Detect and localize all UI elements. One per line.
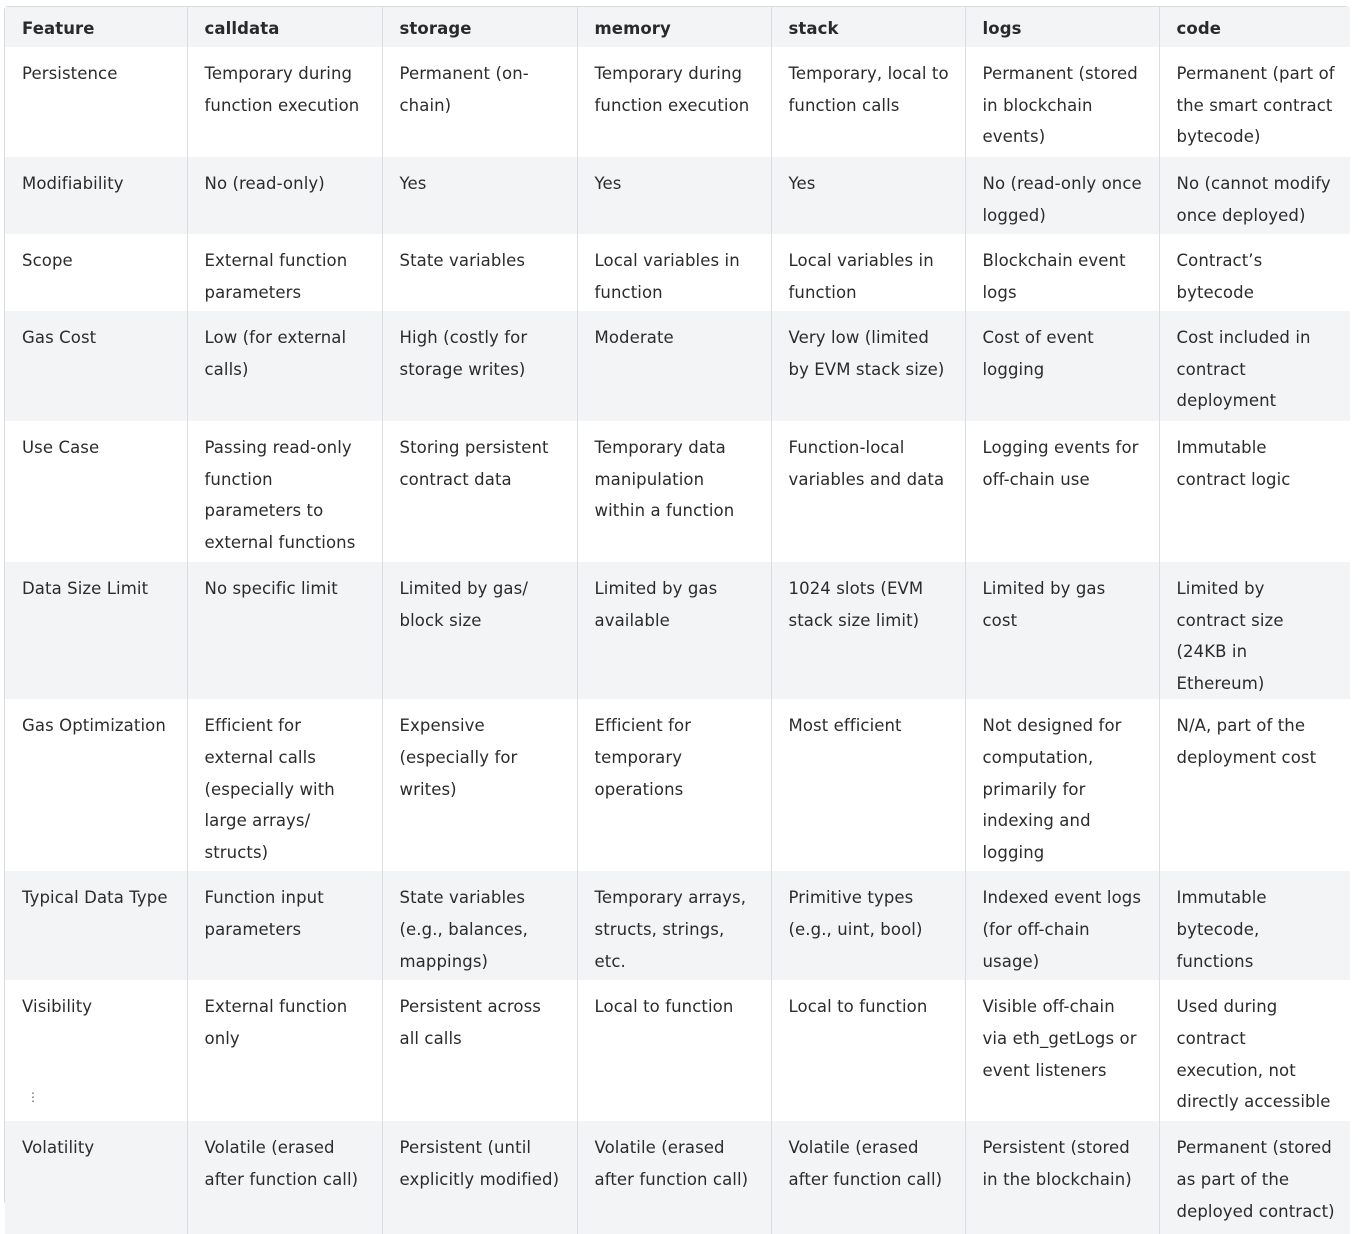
drag-handle-icon[interactable]: ⋮ [27,1090,39,1104]
header-cell: calldata [187,7,382,47]
table-cell: Storing persistent contract data [382,421,577,562]
table-cell: Local variables in function [771,234,965,311]
table-row [5,699,1350,871]
table-cell: Limited by gas available [577,562,771,699]
table-cell: Yes [382,157,577,234]
table-cell: Persistent (stored in the blockchain) [965,1121,1159,1234]
header-cell: stack [771,7,965,47]
table-cell: Indexed event logs (for off-chain usage) [965,871,1159,980]
table-cell: Efficient for external calls (especially with large arrays/ structs) [187,699,382,871]
table-cell: No (cannot modify once deployed) [1159,157,1350,234]
header-cell: code [1159,7,1350,47]
table-cell: Use Case [5,421,187,562]
table-cell: No (read-only once logged) [965,157,1159,234]
table-cell: Cost of event logging [965,311,1159,421]
table-cell: Primitive types (e.g., uint, bool) [771,871,965,980]
table-cell: Temporary during function execution [187,47,382,157]
table-cell: No specific limit [187,562,382,699]
table-cell: Not designed for computation, primarily for indexing and logging [965,699,1159,871]
table-cell: No (read-only) [187,157,382,234]
table-cell: Local variables in function [577,234,771,311]
table-cell: High (costly for storage writes) [382,311,577,421]
header-row [5,7,1350,47]
comparison-table-container [4,6,1349,1221]
table-cell: State variables (e.g., balances, mappings) [382,871,577,980]
table-cell: Most efficient [771,699,965,871]
table-cell: Visibility [5,980,187,1121]
table-cell: Limited by gas cost [965,562,1159,699]
table-cell: Volatile (erased after function call) [577,1121,771,1234]
table-cell: Visible off-chain via eth_getLogs or event listeners [965,980,1159,1121]
table-row [5,980,1350,1121]
table-cell: Data Size Limit [5,562,187,699]
table-cell: Permanent (on-chain) [382,47,577,157]
table-cell: Blockchain event logs [965,234,1159,311]
table-cell: Very low (limited by EVM stack size) [771,311,965,421]
table-body [5,47,1350,1234]
table-cell: Expensive (especially for writes) [382,699,577,871]
table-cell: Logging events for off-chain use [965,421,1159,562]
table-cell: Permanent (stored as part of the deployed contract) [1159,1121,1350,1234]
table-cell: Function-local variables and data [771,421,965,562]
table-cell: Temporary arrays, structs, strings, etc. [577,871,771,980]
table-cell: Efficient for temporary operations [577,699,771,871]
comparison-table [5,7,1350,1234]
table-cell: Local to function [577,980,771,1121]
table-row [5,1121,1350,1234]
table-cell: Limited by gas/ block size [382,562,577,699]
table-cell: Limited by contract size (24KB in Ethereum) [1159,562,1350,699]
table-cell: Persistent across all calls [382,980,577,1121]
table-row [5,421,1350,562]
table-cell: Volatile (erased after function call) [187,1121,382,1234]
table-cell: Scope [5,234,187,311]
table-cell: Yes [577,157,771,234]
header-cell: storage [382,7,577,47]
table-cell: Yes [771,157,965,234]
table-row [5,871,1350,980]
table-cell: Gas Cost [5,311,187,421]
table-header [5,7,1350,47]
header-cell: memory [577,7,771,47]
table-cell: Local to function [771,980,965,1121]
table-cell: State variables [382,234,577,311]
table-row [5,562,1350,699]
table-cell: External function only [187,980,382,1121]
table-cell: Temporary data manipulation within a function [577,421,771,562]
table-cell: Persistence [5,47,187,157]
header-cell: logs [965,7,1159,47]
table-cell: External function parameters [187,234,382,311]
table-row [5,311,1350,421]
table-cell: Permanent (stored in blockchain events) [965,47,1159,157]
table-row [5,47,1350,157]
table-cell: Used during contract execution, not directly accessible [1159,980,1350,1121]
table-cell: Contract’s bytecode [1159,234,1350,311]
table-cell: 1024 slots (EVM stack size limit) [771,562,965,699]
table-cell: Persistent (until explicitly modified) [382,1121,577,1234]
table-cell: N/A, part of the deployment cost [1159,699,1350,871]
table-cell: Low (for external calls) [187,311,382,421]
table-cell: Volatile (erased after function call) [771,1121,965,1234]
table-cell: Moderate [577,311,771,421]
table-cell: Immutable contract logic [1159,421,1350,562]
table-cell: Immutable bytecode, functions [1159,871,1350,980]
table-cell: Modifiability [5,157,187,234]
table-cell: Passing read-only function parameters to external functions [187,421,382,562]
table-row [5,157,1350,234]
table-cell: Gas Optimization [5,699,187,871]
table-cell: Temporary during function execution [577,47,771,157]
table-cell: Cost included in contract deployment [1159,311,1350,421]
table-cell: Temporary, local to function calls [771,47,965,157]
table-cell: Function input parameters [187,871,382,980]
table-cell: Permanent (part of the smart contract bytecode) [1159,47,1350,157]
table-cell: Volatility [5,1121,187,1234]
header-cell: Feature [5,7,187,47]
table-row [5,234,1350,311]
table-cell: Typical Data Type [5,871,187,980]
